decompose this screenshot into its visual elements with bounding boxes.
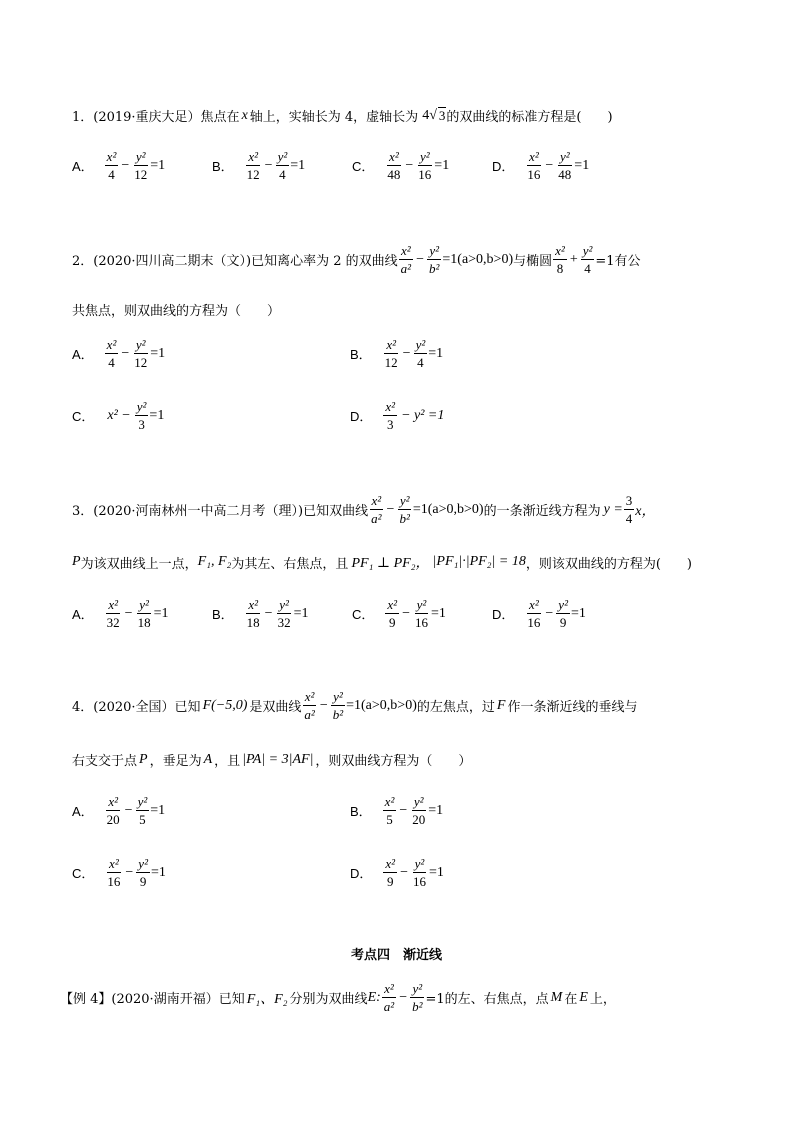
- option[interactable]: D． $\frac{\text{x²}}{3}$ − y² =1: [350, 399, 445, 432]
- q2-options-row2: [72, 400, 628, 431]
- q1-options: [72, 150, 632, 181]
- fraction: $\frac{\text{x²}}{5}$: [384, 794, 395, 827]
- option-label: C．: [352, 159, 375, 174]
- fraction: $\frac{\text{x²}}{9}$: [387, 597, 398, 630]
- fraction: $\frac{\text{y²}}{3}$: [136, 399, 147, 432]
- fraction: $\frac{\text{x²}}{18}$: [246, 597, 260, 630]
- fraction: $\frac{\text{y²}}{20}$: [412, 794, 426, 827]
- fraction: $\frac{\text{x²}}{20}$: [106, 794, 120, 827]
- fraction: $\frac{\text{x²}}{48}$: [387, 149, 401, 182]
- q4-stem-cont: 右支交于点 P ，垂足为 A ，且 |PA| = 3|AF| ，则双曲线方程为（ ）: [72, 751, 472, 769]
- option[interactable]: B． $\frac{\text{x²}}{12}$ − $\frac{\text{y²}}{4}$ =1: [212, 149, 306, 182]
- q4-options-row1: [72, 795, 628, 826]
- option[interactable]: C． $\frac{\text{x²}}{16}$ − $\frac{\text{y²}}{9}$ =1: [72, 856, 166, 889]
- option-label: C．: [72, 866, 95, 881]
- fraction: $\frac{\text{y²}}{32}$: [277, 597, 291, 630]
- fraction: $\frac{\text{y²}}{12}$: [134, 337, 148, 370]
- q2-stem-cont: 共焦点，则双曲线的方程为（ ）: [72, 304, 281, 319]
- option-label: A．: [72, 159, 94, 174]
- fraction: $\frac{\text{x²}}{4}$: [106, 337, 117, 370]
- fraction: $\frac{\text{x²}}{16}$: [107, 856, 121, 889]
- option[interactable]: B． $\frac{\text{x²}}{12}$ − $\frac{\text{y²}}{4}$ =1: [350, 337, 444, 370]
- option-label: D．: [350, 409, 373, 424]
- fraction: $\frac{\text{y²}}{9}$: [138, 856, 148, 889]
- fraction: $\frac{\text{y²}}{4}$: [415, 337, 426, 370]
- option-label: A．: [72, 804, 94, 819]
- fraction: $\frac{\text{y²}}{48}$: [558, 149, 572, 182]
- fraction: $\frac{\text{y²}}{16}$: [412, 856, 426, 889]
- option-label: A．: [72, 347, 94, 362]
- option-label: A．: [72, 607, 94, 622]
- q3-stem: 3．(2020·河南林州一中高二月考（理）)已知双曲线 $\frac{\text{x²}}{\text{a²}}$ − $\frac{\text{y²}}{\text{b²}}$ =1(a>0,b>0) 的一条渐近线方程为 y = $\frac{3}{4}$ x，: [72, 493, 656, 526]
- q4-options-row2: [72, 857, 628, 888]
- q2-stem: 2．(2020·四川高二期末（文）)已知离心率为 2 的双曲线 $\frac{\text{x²}}{\text{a²}}$ − $\frac{\text{y²}}{\text{b²}}$ =1(a>0,b>0) 与椭圆 $\frac{\text{x²}}{8}$ + $\frac{\text{y²}}{4}$ =1有公: [72, 243, 641, 276]
- option-label: C．: [352, 607, 375, 622]
- option[interactable]: C． $\frac{\text{x²}}{9}$ − $\frac{\text{y²}}{16}$ =1: [352, 597, 446, 630]
- option-label: B．: [212, 159, 234, 174]
- fraction: $\frac{\text{x²}}{16}$: [527, 597, 541, 630]
- example-stem: 【例 4】(2020·湖南开福）已知 F₁、F₂ 分别为双曲线 E: $\frac{\text{x²}}{\text{a²}}$ − $\frac{\text{y²}}{\text{b²}}$ =1的左、右焦点，点 M 在 E 上，: [60, 981, 616, 1014]
- fraction: $\frac{\text{x²}}{32}$: [106, 597, 120, 630]
- option-label: C．: [72, 409, 95, 424]
- q3-options: [72, 598, 632, 629]
- fraction: $\frac{\text{y²}}{16}$: [418, 149, 432, 182]
- option-label: B．: [350, 347, 372, 362]
- fraction: $\frac{\text{x²}}{12}$: [246, 149, 260, 182]
- option-label: D．: [492, 159, 515, 174]
- fraction: $\frac{\text{y²}}{12}$: [134, 149, 148, 182]
- fraction: $\frac{\text{x²}}{16}$: [527, 149, 541, 182]
- fraction: $\frac{\text{y²}}{16}$: [414, 597, 428, 630]
- q3-stem-cont: P 为该双曲线上一点， F₁, F₂ 为其左、右焦点，且 PF₁ ⊥ PF₂， |PF₁|·|PF₂| = 18 ，则该双曲线的方程为( ): [72, 554, 692, 572]
- q2-options-row1: [72, 338, 628, 369]
- option[interactable]: D． $\frac{\text{x²}}{16}$ − $\frac{\text{y²}}{48}$ =1: [492, 149, 590, 182]
- option[interactable]: B． $\frac{\text{x²}}{18}$ − $\frac{\text{y²}}{32}$ =1: [212, 597, 309, 630]
- fraction: $\frac{\text{y²}}{4}$: [277, 149, 288, 182]
- fraction: $\frac{\text{x²}}{4}$: [106, 149, 117, 182]
- option-label: D．: [350, 866, 373, 881]
- fraction: $\frac{\text{x²}}{9}$: [385, 856, 396, 889]
- option[interactable]: A． $\frac{\text{x²}}{20}$ − $\frac{\text{y²}}{5}$ =1: [72, 794, 166, 827]
- sqrt-symbol: √: [429, 107, 437, 123]
- fraction: $\frac{\text{x²}}{12}$: [384, 337, 398, 370]
- fraction: $\frac{\text{x²}}{3}$: [385, 399, 396, 432]
- option[interactable]: C． x² − $\frac{\text{y²}}{3}$ =1: [72, 399, 165, 432]
- option[interactable]: A． $\frac{\text{x²}}{4}$ − $\frac{\text{y²}}{12}$ =1: [72, 149, 166, 182]
- q4-stem: 4．(2020·全国）已知 F(−5,0) 是双曲线 $\frac{\text{x²}}{\text{a²}}$ − $\frac{\text{y²}}{\text{b²}}$ =1(a>0,b>0) 的左焦点，过 F 作一条渐近线的垂线与: [72, 689, 638, 722]
- fraction: $\frac{\text{y²}}{18}$: [137, 597, 151, 630]
- option[interactable]: D． $\frac{\text{x²}}{16}$ − $\frac{\text{y²}}{9}$ =1: [492, 597, 586, 630]
- q1-stem: 1．(2019·重庆大足）焦点在 x 轴上，实轴长为 4，虚轴长为 4 √ 3 的双曲线的标准方程是( ): [72, 107, 613, 125]
- option[interactable]: B． $\frac{\text{x²}}{5}$ − $\frac{\text{y²}}{20}$ =1: [350, 794, 444, 827]
- option[interactable]: C． $\frac{\text{x²}}{48}$ − $\frac{\text{y²}}{16}$ =1: [352, 149, 450, 182]
- option[interactable]: A． $\frac{\text{x²}}{4}$ − $\frac{\text{y²}}{12}$ =1: [72, 337, 166, 370]
- option[interactable]: D． $\frac{\text{x²}}{9}$ − $\frac{\text{y²}}{16}$ =1: [350, 856, 444, 889]
- section-title: 考点四 渐近线: [350, 948, 442, 963]
- fraction: $\frac{\text{y²}}{5}$: [137, 794, 148, 827]
- option[interactable]: A． $\frac{\text{x²}}{32}$ − $\frac{\text{y²}}{18}$ =1: [72, 597, 169, 630]
- option-label: B．: [212, 607, 234, 622]
- fraction: $\frac{\text{y²}}{9}$: [558, 597, 568, 630]
- option-label: D．: [492, 607, 515, 622]
- option-label: B．: [350, 804, 372, 819]
